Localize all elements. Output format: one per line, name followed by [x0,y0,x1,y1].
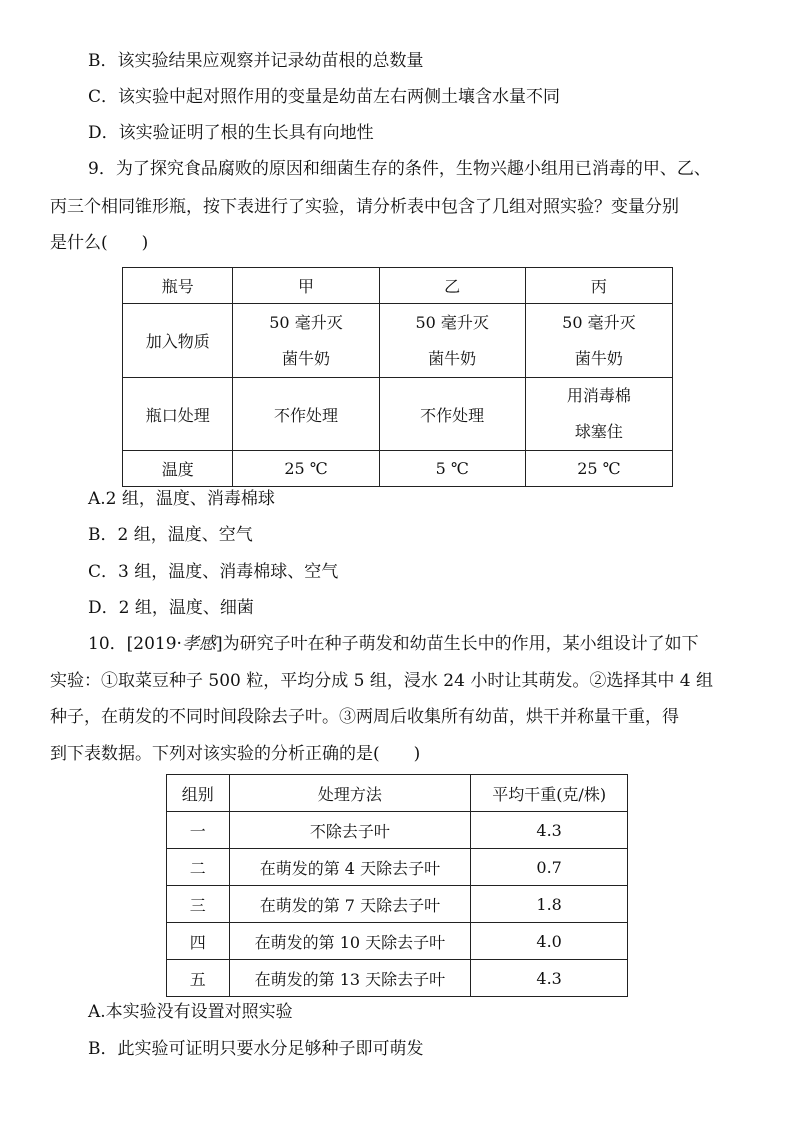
row-label: 加入物质 [123,304,233,378]
table-row [167,923,628,960]
question-10-prefix: 10．[2019· [88,634,182,654]
question-9-line-2: 丙三个相同锥形瓶，按下表进行了实验，请分析表中包含了几组对照实验？变量分别 [50,197,679,217]
table-cell: 25 ℃ [233,451,379,487]
table-row [167,775,628,812]
table-header-cell: 平均干重(克/株) [471,775,628,812]
table-cell: 在萌发的第 7 天除去子叶 [229,886,471,923]
option-9b: B．2 组，温度、空气 [88,525,253,545]
table-row [123,451,673,487]
table-experiment-bottles [122,267,673,487]
question-10-source: 孝感 [181,634,216,654]
option-10b: B．此实验可证明只要水分足够种子即可萌发 [88,1039,424,1059]
table-row [167,812,628,849]
question-10-text: ]为研究子叶在种子萌发和幼苗生长中的作用，某小组设计了如下 [215,634,699,654]
cell-text: 球塞住 [574,422,623,441]
row-label: 瓶口处理 [123,378,233,451]
table-cell: 三 [167,886,230,923]
row-label: 温度 [123,451,233,487]
cell-text: 菌牛奶 [574,348,623,368]
table-header-cell: 甲 [233,268,379,304]
option-9a: A.2 组，温度、消毒棉球 [88,489,275,509]
question-10-line-2: 实验：①取菜豆种子 500 粒，平均分成 5 组，浸水 24 小时让其萌发。②选择其中 4 组 [50,671,713,691]
table-cell: 不作处理 [233,378,379,451]
cell-text: 50 毫升灭 [415,312,489,332]
table-cell: 二 [167,849,230,886]
question-10-line-1 [88,632,699,656]
table-cell: 5 ℃ [379,451,525,487]
table-cell: 4.3 [471,960,628,997]
cell-text: 菌牛奶 [281,348,330,368]
cell-text: 菌牛奶 [428,348,477,368]
table-cotyledon-removal [166,774,628,997]
table-header-cell: 瓶号 [123,268,233,304]
table-cell: 不作处理 [379,378,525,451]
question-9-line-3: 是什么( ) [50,233,149,253]
table-cell: 在萌发的第 13 天除去子叶 [229,960,471,997]
table-cell [233,304,379,378]
question-10-line-4: 到下表数据。下列对该实验的分析正确的是( ) [50,744,421,764]
cell-text: 用消毒棉 [566,386,631,405]
table-header-cell: 乙 [379,268,525,304]
table-cell [525,378,672,451]
table-cell: 0.7 [471,849,628,886]
table-cell: 一 [167,812,230,849]
table-cell: 不除去子叶 [229,812,471,849]
cell-text: 50 毫升灭 [562,312,636,332]
table-row [123,268,673,304]
option-8b: B．该实验结果应观察并记录幼苗根的总数量 [88,51,424,71]
table-cell [525,304,672,378]
table-cell [379,304,525,378]
table-row [123,304,673,378]
question-9-line-1: 9．为了探究食品腐败的原因和细菌生存的条件，生物兴趣小组用已消毒的甲、乙、 [88,159,711,179]
option-8d: D．该实验证明了根的生长具有向地性 [88,123,374,143]
option-8c: C．该实验中起对照作用的变量是幼苗左右两侧土壤含水量不同 [88,87,561,107]
table-cell: 4.0 [471,923,628,960]
table-row [167,849,628,886]
option-10a: A.本实验没有设置对照实验 [88,1002,293,1022]
table-header-cell: 处理方法 [229,775,471,812]
table-cell: 4.3 [471,812,628,849]
table-cell: 25 ℃ [525,451,672,487]
table-header-cell: 丙 [525,268,672,304]
table-cell: 五 [167,960,230,997]
table-cell: 四 [167,923,230,960]
table-row [167,886,628,923]
table-row [167,960,628,997]
option-9c: C．3 组，温度、消毒棉球、空气 [88,562,339,582]
question-10-line-3: 种子，在萌发的不同时间段除去子叶。③两周后收集所有幼苗，烘干并称量干重，得 [50,707,679,727]
table-cell: 1.8 [471,886,628,923]
table-row [123,378,673,451]
cell-text: 50 毫升灭 [269,312,343,332]
table-cell: 在萌发的第 4 天除去子叶 [229,849,471,886]
option-9d: D．2 组，温度、细菌 [88,598,254,618]
table-cell: 在萌发的第 10 天除去子叶 [229,923,471,960]
table-header-cell: 组别 [167,775,230,812]
